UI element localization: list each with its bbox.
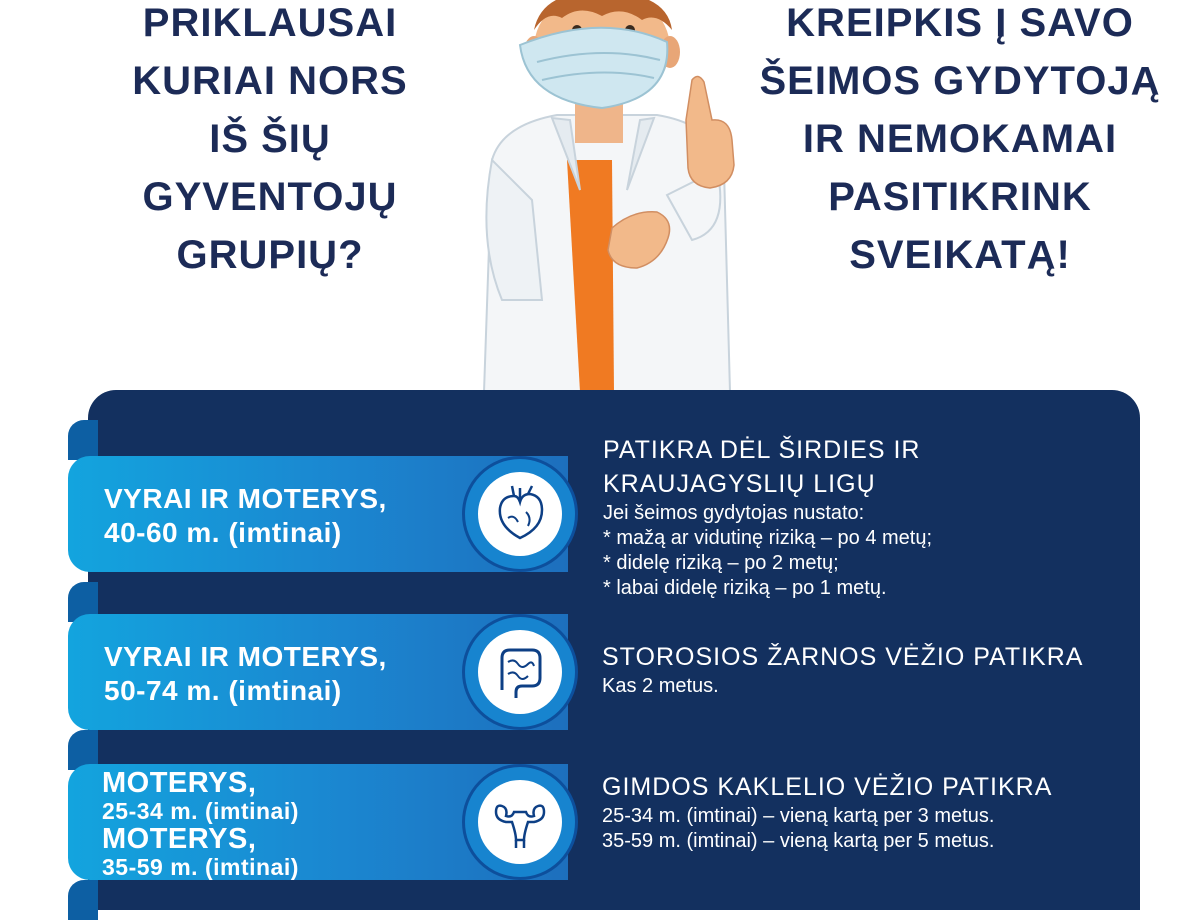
- group-tab-3-line-2: 25-34 m. (imtinai): [102, 798, 299, 824]
- info-1-title-line-1: PATIKRA DĖL ŠIRDIES IR: [603, 436, 921, 464]
- headline-right-line-3-prefix: IR: [802, 117, 858, 161]
- headline-left: [60, 0, 480, 284]
- intestine-icon-badge: [462, 614, 578, 730]
- heart-icon-badge: [462, 456, 578, 572]
- group-tab-1-line-2: 40-60 m. (imtinai): [104, 517, 342, 548]
- headline-right-line-5: SVEIKATĄ!: [849, 233, 1071, 277]
- headline-right: [745, 0, 1175, 284]
- group-tab-3-line-3: MOTERYS,: [102, 823, 257, 855]
- group-tab-3-line-1: MOTERYS,: [102, 767, 257, 799]
- headline-left-line-2: KURIAI NORS: [132, 59, 408, 103]
- group-tab-2-line-2: 50-74 m. (imtinai): [104, 675, 342, 706]
- headline-left-line-1: PRIKLAUSAI: [142, 1, 398, 45]
- headline-left-line-4: GYVENTOJŲ: [142, 175, 398, 219]
- headline-left-line-5: GRUPIŲ?: [176, 233, 364, 277]
- headline-right-line-1: KREIPKIS Į SAVO: [786, 1, 1134, 45]
- tab-fold: [68, 420, 98, 460]
- info-1-title-line-2: KRAUJAGYSLIŲ LIGŲ: [603, 470, 876, 498]
- info-1-detail-1: Jei šeimos gydytojas nustato:: [603, 502, 865, 524]
- tab-fold: [68, 880, 98, 920]
- intestine-icon: [488, 640, 552, 704]
- heart-icon: [488, 482, 552, 546]
- raised-hand: [686, 76, 734, 188]
- group-tab-3-line-4: 35-59 m. (imtinai): [102, 854, 299, 880]
- uterus-icon-badge: [462, 764, 578, 880]
- headline-right-line-4: PASITIKRINK: [828, 175, 1092, 219]
- info-2-title: STOROSIOS ŽARNOS VĖŽIO PATIKRA: [602, 643, 1084, 671]
- headline-right-line-2: ŠEIMOS GYDYTOJĄ: [759, 59, 1161, 103]
- info-1-detail-4: * labai didelę riziką – po 1 metų.: [603, 577, 887, 599]
- headline-emphasis-word: NEMOKAMAI: [857, 117, 1118, 161]
- info-block-1: [603, 433, 932, 601]
- uterus-icon: [488, 790, 552, 854]
- info-3-detail-1: 25-34 m. (imtinai) – vieną kartą per 3 metus.: [602, 805, 995, 827]
- group-tab-1-line-1: VYRAI IR MOTERYS,: [104, 483, 387, 514]
- info-1-detail-3: * didelę riziką – po 2 metų;: [603, 552, 839, 574]
- headline-right-line-3: [745, 110, 1175, 168]
- info-3-title: GIMDOS KAKLELIO VĖŽIO PATIKRA: [602, 773, 1053, 801]
- group-tab-2-line-1: VYRAI IR MOTERYS,: [104, 641, 387, 672]
- face-mask: [520, 28, 667, 108]
- doctor-illustration: [462, 0, 752, 392]
- info-block-2: [602, 640, 1083, 699]
- info-1-detail-2: * mažą ar vidutinę riziką – po 4 metų;: [603, 527, 933, 549]
- headline-left-line-3: IŠ ŠIŲ: [209, 117, 331, 161]
- info-block-3: [602, 770, 1052, 854]
- info-2-detail-1: Kas 2 metus.: [602, 675, 719, 697]
- info-3-detail-2: 35-59 m. (imtinai) – vieną kartą per 5 metus.: [602, 830, 995, 852]
